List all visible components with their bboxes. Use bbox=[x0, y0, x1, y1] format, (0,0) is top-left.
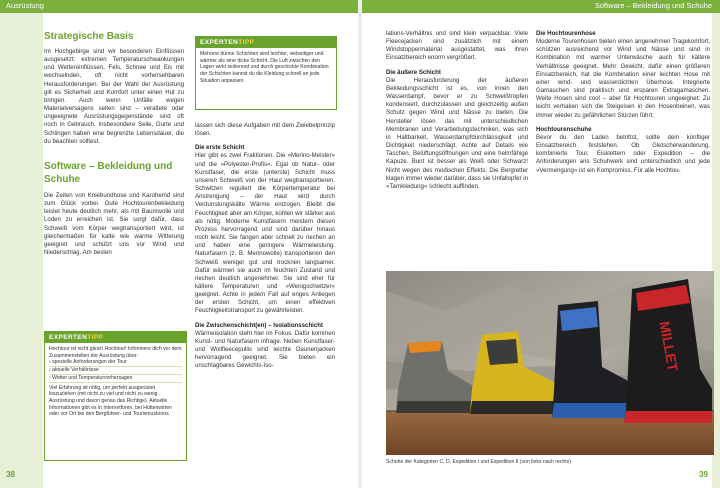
middle-h2: Die Zwischenschicht(en) – Isolationsschicht bbox=[195, 321, 323, 329]
middle-p1: lassen sich diese Aufgaben mit dem Zwiebelprinzip lösen. bbox=[195, 122, 335, 138]
fourth-p2: Bevor du den Laden betrittst, sollte dein künftiger Einsatzbereich feststehen. Ob Gletscherwanderung, kombinierte Tour, Eisklettern oder Expedition – die Anforderungen ans Schuhwerk sind unterschiedlich und jede »Vermengung« ist ein Kompromiss. Für alle Hochtou- bbox=[536, 133, 710, 174]
expert-tip-bottom bbox=[44, 331, 187, 461]
tip-bottom-intro: Hochtour ist nicht gleich Hochtour! Informiere dich vor dem Zusammenstellen der Ausrüstung über: bbox=[49, 346, 182, 359]
fourth-h1: Die Hochtourenhose bbox=[536, 30, 596, 37]
third-p1: lations-Verhältnis und sind klein verpackbar. Viele Fleecejacken sind zusätzlich mit einem Windstoppermaterial ausgestattet, was ihren Einsatzbereich enorm vergrößert. bbox=[386, 30, 528, 62]
page-number-right: 39 bbox=[699, 470, 708, 479]
tip-bullet: › aktuelle Verhältnisse bbox=[49, 367, 182, 375]
header-band-left bbox=[0, 0, 360, 13]
boots-photo bbox=[386, 271, 714, 455]
running-header-left: Ausrüstung bbox=[6, 1, 44, 10]
tip-bottom-label-a: EXPERTEN bbox=[49, 334, 88, 341]
tip-bottom-header bbox=[45, 332, 186, 343]
basis-text: Im Hochgebirge sind wir besonderen Einflüssen ausgesetzt: extremen Temperaturschwankungen und Wettereinflüssen, Fels, Schnee und Eis mit wechselnden, oft nicht vorhersehbaren Herausforderungen. Bei der Wahl der Ausrüstung gilt es Sicherheit und Komfort unter einen Hut zu bringen. Auch wenn Unfälle wegen Materialversagens selten sind – veraltete oder ungeeignete Ausrüstungsgegenstände sind oft noch in Gebrauch. Insbesondere Seile, Gurte und Schlingen haben eine begrenzte Lebensdauer, die du beachten solltest. bbox=[44, 48, 184, 145]
third-h1: Die äußere Schicht bbox=[386, 68, 441, 76]
tip-top-text: Mehrere dünne Schichten sind leichter, vielseitiger und wärmer als eine dicke Schicht. Die Luft zwischen den Lagen wirkt isolierend und durch geschickte Kombination der Schichten kannst du die Kleidung schnell an jede Situation anpassen. bbox=[200, 51, 329, 84]
fourth-h2: Hochtourenschuhe bbox=[536, 125, 592, 133]
photo-caption: Schuhe der Kategorien C, D, Expedition I und Expedition II (von links nach rechts) bbox=[386, 459, 571, 465]
running-header-right: Software – Bekleidung und Schuhe bbox=[594, 1, 712, 10]
third-p2: Die Herausforderung der äußeren Bekleidungsschicht ist es, von innen den Wasserdampf, bevor er zu Schweißtropfen kondensiert, durchzulassen und gleichzeitig außen Schutz gegen Wind und Nässe zu bieten. Die Hersteller lösen das mit unterschiedlichen Membranen und Verarbeitungstechniken, was sich in Haltbarkeit, Wasserdampfdurchlässigkeit und Dichtigkeit niederschlägt. Achte auf Details wie Taschen, Belüftungsöffnungen und eine helmfähige Kapuze. Bunt ist besser als Weiß oder Schwarz! Nicht wegen des modischen Effekts: Die Bergretter klagen immer wieder darüber, dass sie Unfallopfer in »Tarnkleidung« schlecht auffinden. bbox=[386, 76, 528, 190]
tip-top-header bbox=[196, 37, 336, 48]
middle-p3: Wärmeisolation steht hier im Fokus. Dafür kommen Kunst- und Naturfasern infrage. Neben Kunstfaser- und Wollfleecepullis sind leichte Daunenjacken hervorragend geeignet. Sie bieten ein unschlagbares Gewichts-Iso- bbox=[195, 329, 335, 370]
fourth-column bbox=[536, 30, 710, 175]
header-band-right bbox=[360, 0, 720, 13]
tip-top-label-a: EXPERTEN bbox=[200, 39, 239, 46]
software-heading: Software – Bekleidung und Schuhe bbox=[44, 160, 173, 185]
boot-brand-text: MILLET bbox=[656, 319, 682, 373]
tip-bullet: › Wetter und Temperaturvorhersagen bbox=[49, 375, 182, 383]
software-text: Die Zeiten von Kniebundhose und Karohemd sind zum Glück vorbei. Gute Hochtourenbekleidung leistet heute deutlich mehr, als mit Baumwolle und Loden zu erreichen ist. Sie sorgt dafür, dass Schweiß vom Körper wegtransportiert wird, ist gleichermaßen für kalte wie warme Witterung geeignet und schützt uns vor Wind und Niederschlag. Am besten bbox=[44, 191, 184, 256]
basis-column bbox=[44, 30, 184, 257]
left-margin-strip bbox=[0, 13, 43, 488]
fourth-p1: Moderne Tourenhosen bieten einen angenehmen Tragekomfort, schützen ausreichend vor Wind und Nässe und sind in Kombination mit warmer Unterwäsche auch für kältere Verhältnisse geeignet. Mehr Gewicht, dafür einen größeren Einsatzbereich, hat die Kombination einer leichten Hose mit einer wind- und wasserdichten Überhose. Integrierte Gamaschen sind praktisch und ersparen Extragamaschen. Weite Hosen sind cool – aber für Hochtouren ungeeignet: Zu leicht verhaken sich die Steigeisen in den Hosenbeinen, was immer wieder zu gefährlichen Stürzen führt. bbox=[536, 38, 710, 119]
right-page bbox=[360, 0, 720, 488]
middle-p2: Hier gibt es zwei Fraktionen: Die »Merino-Meister« und die »Polyester-Profis«. Egal ob Natur- oder Kunstfaser, die erste (unterste) Schicht muss unseren Schweiß von der Haut wegtransportieren. Schwitzen reguliert die Körpertemperatur bei Anstrengung – der Haut wird durch Verdunstungskälte Wärme entzogen. Bleibt die Feuchtigkeit aber am Körper, kühlen wir stärker aus als nötig. Moderne Kunstfasern meistern diesen Prozess hervorragend und sind darüber hinaus noch leicht. Sie fangen aber schnell zu riechen an und haben eine geringere Wärmeleistung. Naturfasern (z. B. Merinowolle) transportieren den Schweiß weniger gut und trocknen langsamer. Dafür wärmen sie auch im feuchten Zustand und riechen deutlich angenehmer. Sie sind eher für kältere Temperaturen und »Wenigschwitzer« geeignet. Achte in jedem Fall auf enges Anliegen der ersten Schicht, um einen effektiven Feuchtigkeitstransport zu gewährleisten. bbox=[195, 152, 335, 315]
tip-bullet: › spezielle Anforderungen der Tour bbox=[49, 359, 182, 367]
middle-h1: Die erste Schicht bbox=[195, 144, 245, 152]
book-gutter bbox=[358, 0, 362, 488]
basis-heading: Strategische Basis bbox=[44, 31, 134, 42]
middle-column bbox=[195, 122, 335, 371]
tip-bottom-label-b: TIPP bbox=[87, 334, 104, 341]
tip-bottom-outro: Viel Erfahrung ist nötig, um perfekt ausgerüstet loszuziehen (mit nicht zu viel und nicht zu wenig Ausrüstung und davon genau das Richtige). Aktuelle Informationen gibt es in Internetforen, bei Hüttenwirten oder vor Ort bei den Bergführer- und Tourismusbüros. bbox=[49, 384, 172, 418]
tip-top-label-b: TIPP bbox=[238, 39, 255, 46]
page-number-left: 38 bbox=[6, 470, 15, 479]
third-column bbox=[386, 30, 528, 191]
expert-tip-top bbox=[195, 36, 337, 110]
